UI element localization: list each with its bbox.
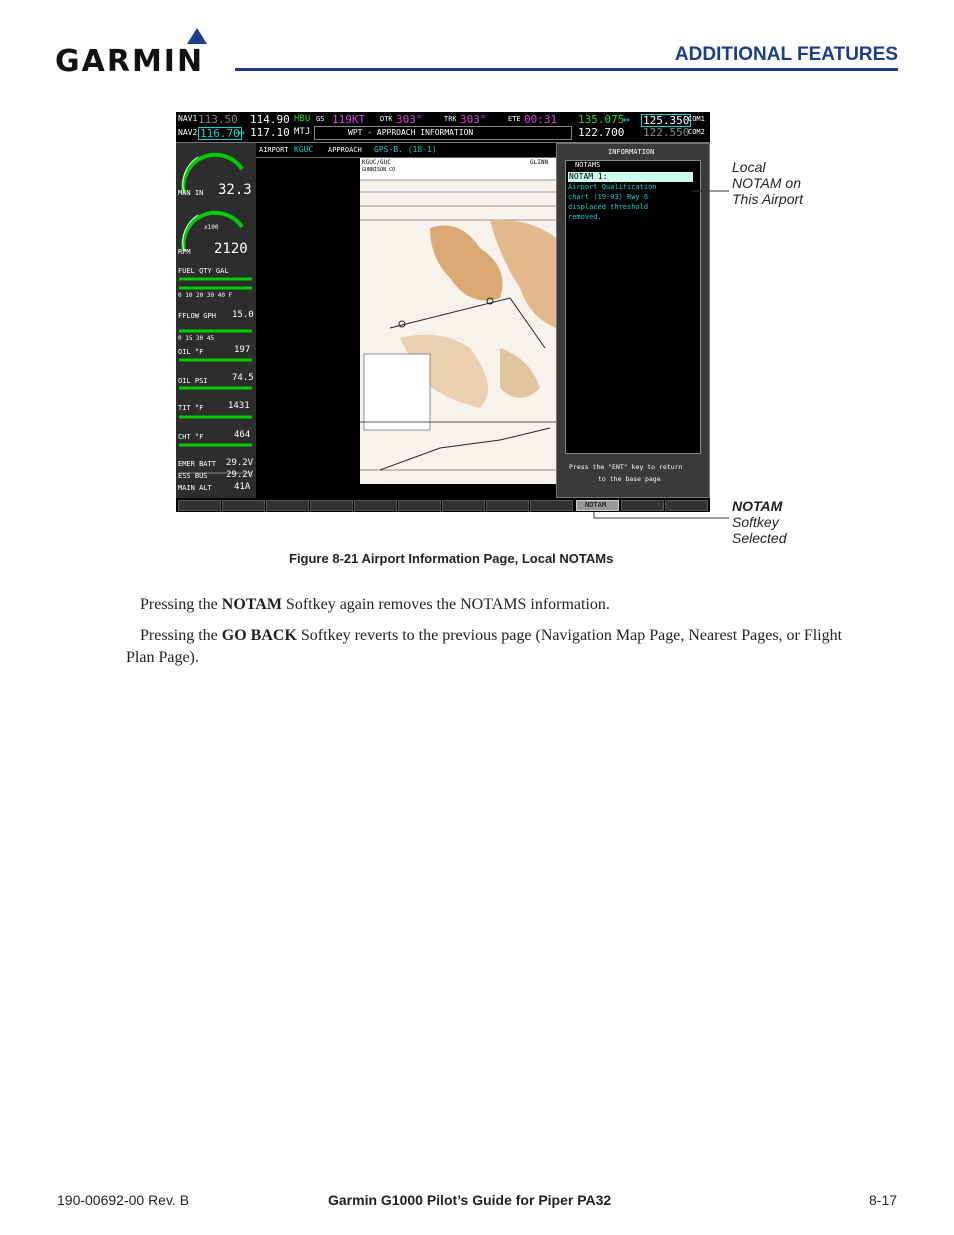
ete-label: ETE bbox=[508, 115, 521, 123]
fuel-qty-label: FUEL QTY GAL bbox=[178, 267, 229, 275]
approach-label: APPROACH bbox=[328, 146, 362, 154]
p1-post: Softkey again removes the NOTAMS information. bbox=[281, 596, 610, 613]
com1-standby: 125.350 bbox=[643, 114, 690, 127]
footer-guide-title: Garmin G1000 Pilot’s Guide for Piper PA32 bbox=[328, 1192, 612, 1208]
dtk-label: DTK bbox=[380, 115, 393, 123]
gs-label: GS bbox=[316, 115, 325, 123]
oil-temp-value: 197 bbox=[234, 345, 251, 355]
chart-airport-id: KGUC/GUC bbox=[362, 159, 391, 166]
approach-value: GPS-B. (18-1) bbox=[374, 145, 437, 154]
p2-post: Softkey reverts to the previous page (Navigation Map Page, Nearest Pages, or Flight Plan Page). bbox=[126, 627, 843, 666]
com1-label: COM1 bbox=[688, 115, 705, 123]
callout-notam-softkey-line-2: Softkey bbox=[732, 514, 779, 530]
nav2-id: MTJ bbox=[294, 127, 311, 137]
man-in-label: MAN IN bbox=[178, 189, 204, 197]
nav2-label: NAV2 bbox=[178, 128, 198, 137]
rpm-value: 2120 bbox=[214, 241, 248, 257]
nav1-label: NAV1 bbox=[178, 114, 198, 123]
garmin-logo-text: GARMIN bbox=[55, 44, 205, 79]
tit-label: TIT °F bbox=[178, 404, 204, 412]
com-swap-icon: ↔ bbox=[623, 113, 630, 126]
p1-pre: Pressing the bbox=[140, 596, 222, 613]
information-title: INFORMATION bbox=[608, 148, 655, 156]
oil-psi-value: 74.5 bbox=[232, 373, 254, 383]
com2-label: COM2 bbox=[688, 128, 705, 136]
info-footer-line-1: Press the "ENT" key to return bbox=[569, 463, 683, 471]
main-alt-label: MAIN ALT bbox=[178, 484, 212, 492]
info-footer-line-2: to the base page bbox=[598, 475, 661, 483]
fflow-value: 15.0 bbox=[232, 310, 254, 320]
figure-caption: Figure 8-21 Airport Information Page, Local NOTAMs bbox=[289, 551, 614, 566]
callout-local-notam-line-2: NOTAM on bbox=[732, 175, 801, 191]
notam-line-2: chart (19-03) Rwy 6 bbox=[568, 193, 649, 201]
nav1-active: 114.90 bbox=[250, 113, 290, 126]
nav2-standby: 116.70 bbox=[200, 127, 240, 140]
p2-bold: GO BACK bbox=[221, 627, 297, 644]
notam-heading[interactable]: NOTAM 1: bbox=[569, 172, 608, 181]
nav1-standby: 113.50 bbox=[198, 113, 238, 126]
trk-value: 303° bbox=[460, 113, 487, 126]
dtk-value: 303° bbox=[396, 113, 423, 126]
fflow-label: FFLOW GPH bbox=[178, 312, 216, 320]
oil-psi-label: OIL PSI bbox=[178, 377, 208, 385]
section-title: ADDITIONAL FEATURES bbox=[674, 44, 898, 65]
page-title: WPT - APPROACH INFORMATION bbox=[348, 128, 474, 137]
cht-label: CHT °F bbox=[178, 433, 204, 441]
com2-active: 122.700 bbox=[578, 126, 625, 139]
fflow-scale: 0 15 30 45 bbox=[178, 335, 215, 342]
callout-notam-softkey-line-1: NOTAM bbox=[732, 498, 783, 514]
footer-page-number: 8-17 bbox=[869, 1192, 898, 1208]
p2-pre: Pressing the bbox=[140, 627, 222, 644]
main-alt-value: 41A bbox=[234, 482, 251, 492]
callout-local-notam-line-1: Local bbox=[732, 159, 766, 175]
tit-value: 1431 bbox=[228, 401, 250, 411]
chart-approach-name: GLINN bbox=[530, 159, 549, 166]
cht-value: 464 bbox=[234, 430, 251, 440]
notam-line-3: displaced threshold bbox=[568, 203, 649, 211]
callout-local-notam bbox=[732, 159, 803, 207]
nav1-id: HBU bbox=[294, 114, 311, 124]
body-paragraph-2 bbox=[126, 625, 872, 669]
notam-line-4: removed. bbox=[568, 213, 602, 221]
oil-temp-label: OIL °F bbox=[178, 348, 204, 356]
gs-value: 119KT bbox=[332, 113, 366, 126]
emer-batt-value: 29.2V bbox=[226, 458, 254, 468]
body-paragraph-1 bbox=[140, 594, 900, 616]
callout-local-notam-line-3: This Airport bbox=[732, 191, 804, 207]
p1-bold: NOTAM bbox=[221, 596, 282, 613]
notams-tab[interactable]: NOTAMS bbox=[575, 161, 601, 169]
com2-standby: 122.550 bbox=[643, 126, 690, 139]
nav2-swap-icon: ↔ bbox=[238, 126, 245, 139]
airport-label: AIRPORT bbox=[259, 146, 289, 154]
ess-bus-label: ESS BUS bbox=[178, 472, 208, 480]
ess-bus-value: 29.2V bbox=[226, 470, 254, 480]
footer-doc-number: 190-00692-00 Rev. B bbox=[57, 1192, 190, 1208]
emer-batt-label: EMER BATT bbox=[178, 460, 216, 468]
man-in-value: 32.3 bbox=[218, 182, 252, 198]
nav2-active: 117.10 bbox=[250, 126, 290, 139]
fuel-qty-scale: 0 10 20 30 40 F bbox=[178, 292, 233, 299]
rpm-scale: x100 bbox=[204, 224, 219, 231]
notam-line-1: Airport Qualification bbox=[568, 183, 657, 191]
rpm-label: RPM bbox=[178, 248, 191, 256]
airport-value: KGUC bbox=[294, 145, 314, 154]
notam-softkey-label: NOTAM bbox=[585, 501, 607, 509]
callout-notam-softkey-line-3: Selected bbox=[732, 530, 787, 546]
callout-notam-softkey bbox=[732, 498, 786, 546]
trk-label: TRK bbox=[444, 115, 457, 123]
com1-active: 135.075 bbox=[578, 113, 625, 126]
ete-value: 00:31 bbox=[524, 113, 558, 126]
chart-city: GUNNISON CO bbox=[362, 167, 396, 173]
